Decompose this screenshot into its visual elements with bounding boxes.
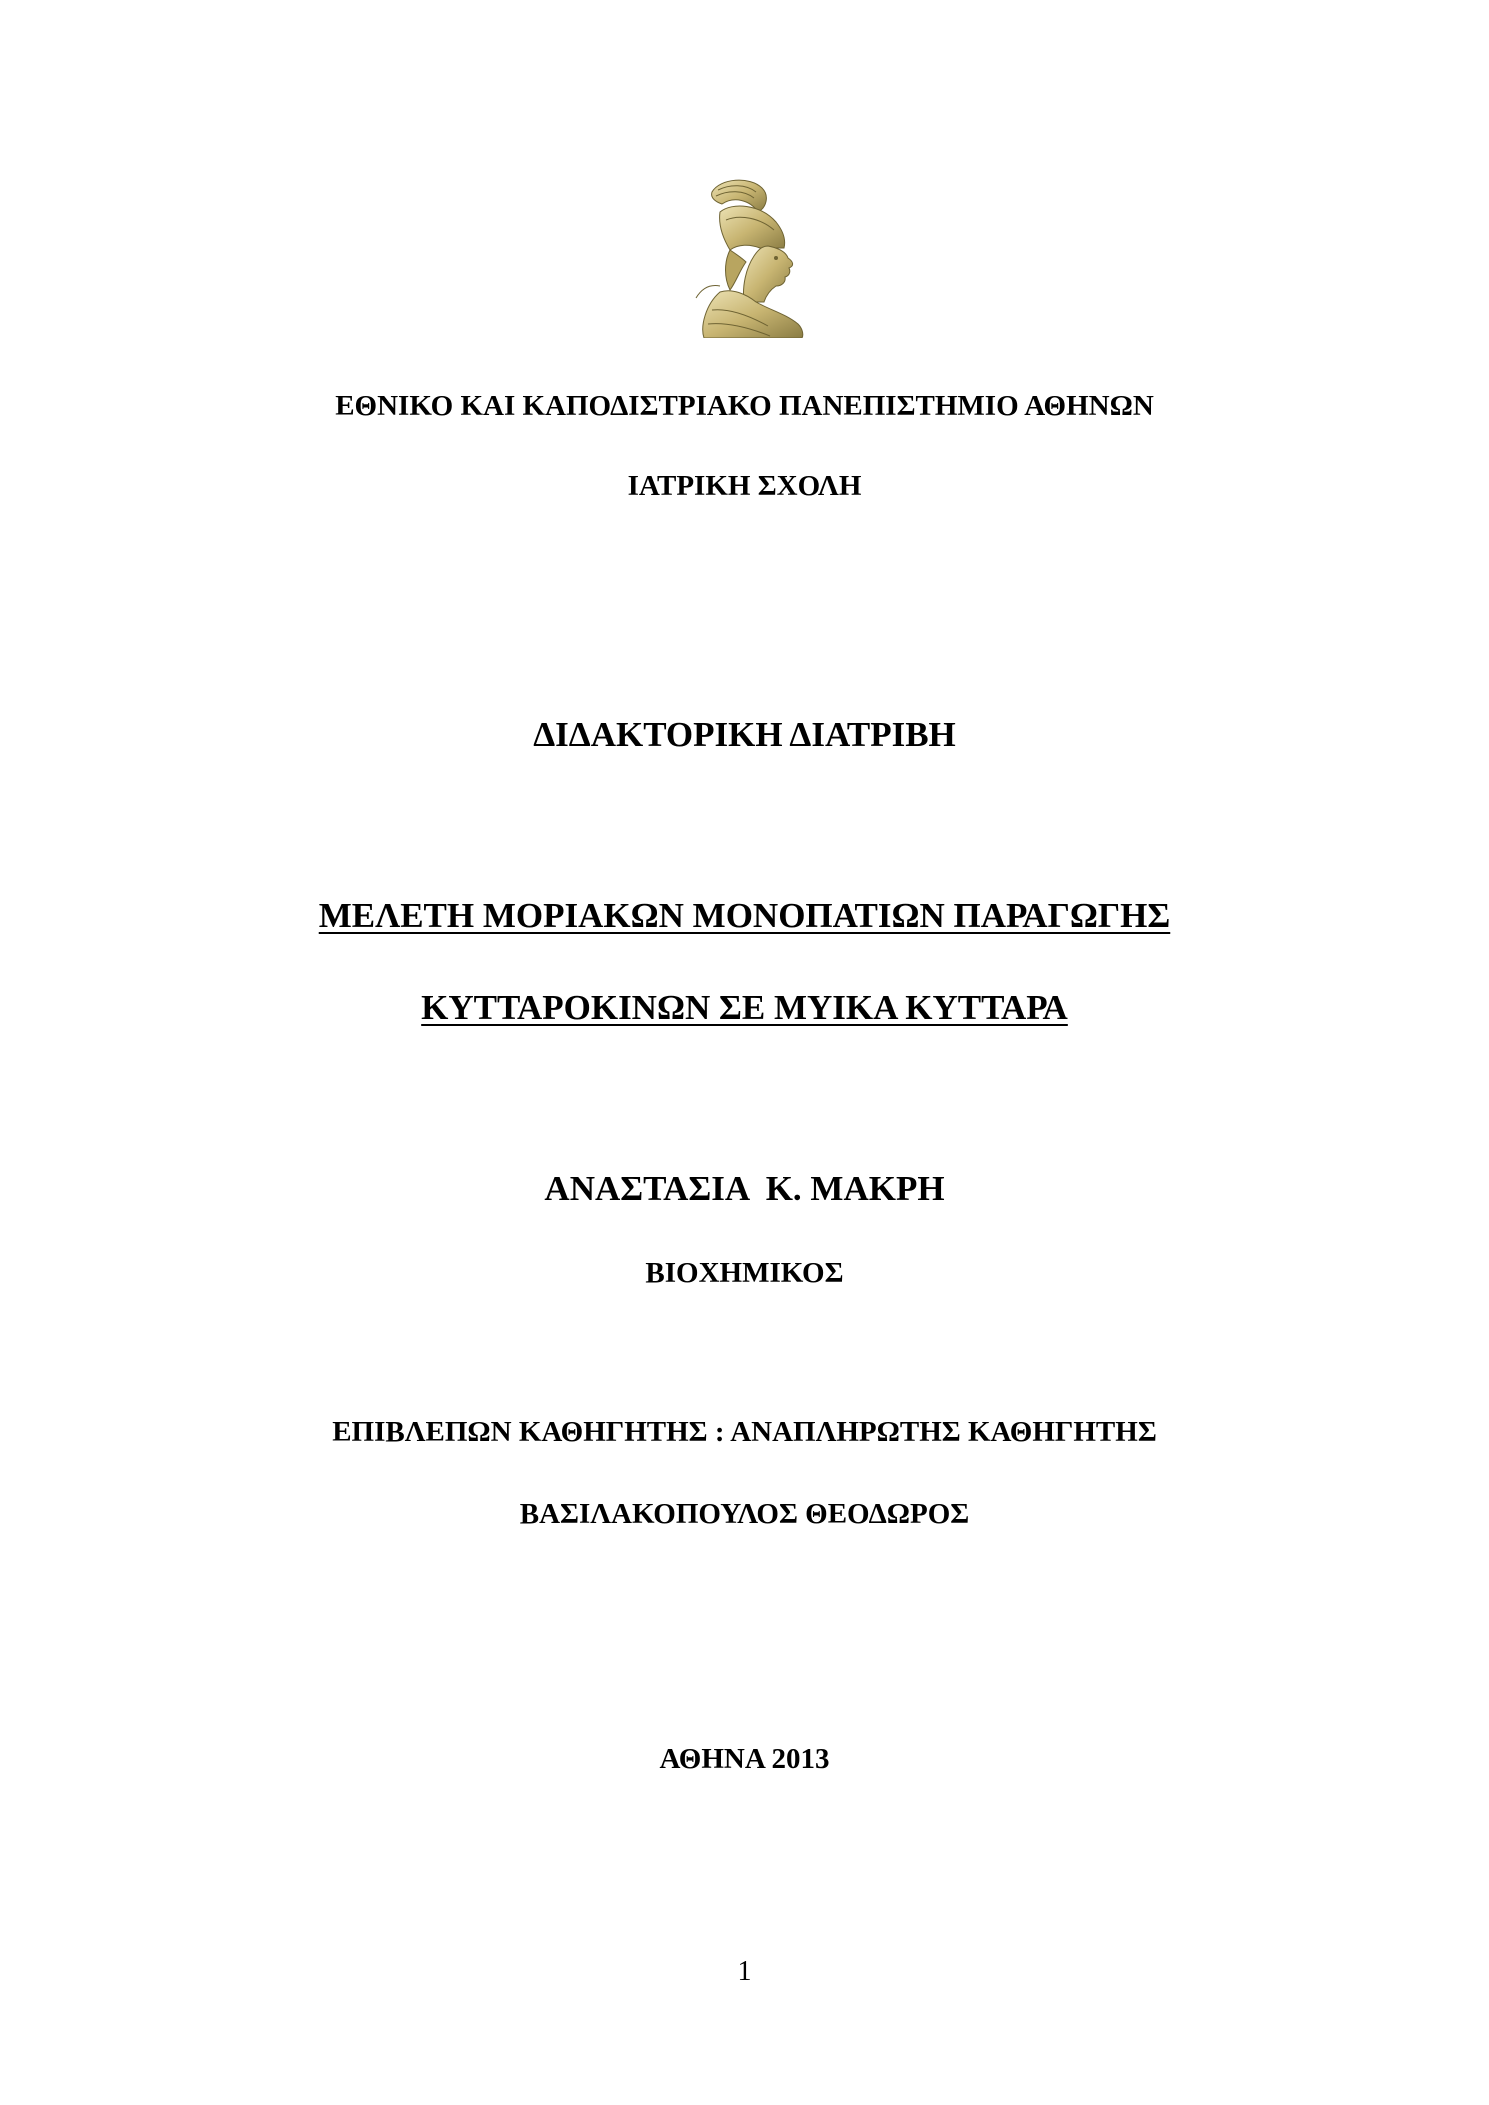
university-name: ΕΘΝΙΚΟ ΚΑΙ ΚΑΠΟΔΙΣΤΡΙΑΚΟ ΠΑΝΕΠΙΣΤΗΜΙΟ ΑΘΗΝΩΝ — [335, 390, 1154, 422]
school-name: ΙΑΤΡΙΚΗ ΣΧΟΛΗ — [627, 470, 862, 502]
supervisor-title: ΕΠΙΒΛΕΠΩΝ ΚΑΘΗΓΗΤΗΣ : ΑΝΑΠΛΗΡΩΤΗΣ ΚΑΘΗΓΗΤΗΣ — [332, 1416, 1157, 1448]
athena-helmet-logo-icon — [690, 178, 815, 338]
thesis-title-line-2 — [0, 990, 1489, 1025]
author-name: ΑΝΑΣΤΑΣΙΑ Κ. ΜΑΚΡΗ — [544, 1169, 945, 1208]
author-profession: ΒΙΟΧΗΜΙΚΟΣ — [645, 1257, 844, 1289]
thesis-title-line-1-text: ΜΕΛΕΤΗ ΜΟΡΙΑΚΩΝ ΜΟΝΟΠΑΤΙΩΝ ΠΑΡΑΓΩΓΗΣ — [318, 896, 1171, 935]
supervisor-name: ΒΑΣΙΛΑΚΟΠΟΥΛΟΣ ΘΕΟΔΩΡΟΣ — [519, 1498, 970, 1530]
document-type: ΔΙΔΑΚΤΟΡΙΚΗ ΔΙΑΤΡΙΒΗ — [533, 715, 956, 754]
thesis-title-line-1 — [0, 898, 1489, 933]
page-number: 1 — [737, 1956, 752, 1987]
place-year: ΑΘΗΝΑ 2013 — [659, 1743, 830, 1775]
thesis-title-line-2-text: ΚΥΤΤΑΡΟΚΙΝΩΝ ΣΕ ΜΥΙΚΑ ΚΥΤΤΑΡΑ — [421, 988, 1068, 1027]
